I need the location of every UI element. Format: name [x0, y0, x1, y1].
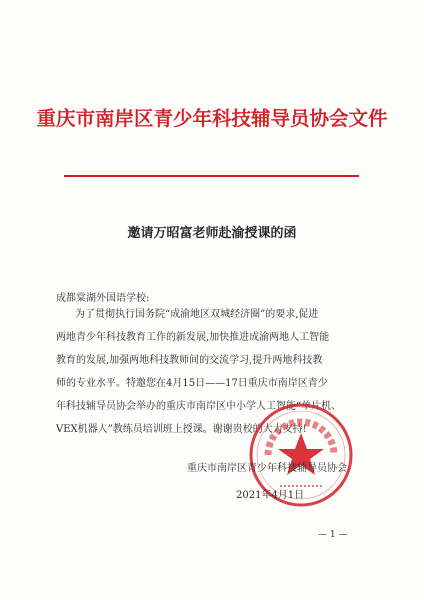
body-line: 教育的发展,加强两地科技教师间的交流学习,提升两地科技教 — [56, 355, 323, 366]
signature-date: 2021年4月1日 — [236, 490, 305, 501]
body-line: 师的专业水平。特邀您在4月15日——17日重庆市南岸区青少 — [56, 378, 328, 389]
body-line: 年科技辅导员协会举办的重庆市南岸区中小学人工智能“单片机、 — [56, 401, 342, 412]
red-divider — [64, 175, 359, 177]
body-line: VEX机器人”教练员培训班上授课。谢谢贵校的大力支持! — [56, 424, 307, 435]
salutation: 成都棠湖外国语学校: — [56, 293, 150, 304]
page-number: — 1 — — [318, 530, 348, 540]
signature-organization: 重庆市南岸区青少年科技辅导员协会 — [187, 463, 347, 474]
body-line: 为了贯彻执行国务院“成渝地区双城经济圈”的要求,促进 — [75, 309, 319, 320]
body-line: 两地青少年科技教育工作的新发展,加快推进成渝两地人工智能 — [56, 332, 330, 343]
document-title: 邀请万昭富老师赴渝授课的函 — [127, 226, 297, 241]
org-header-title: 重庆市南岸区青少年科技辅导员协会文件 — [36, 107, 388, 130]
